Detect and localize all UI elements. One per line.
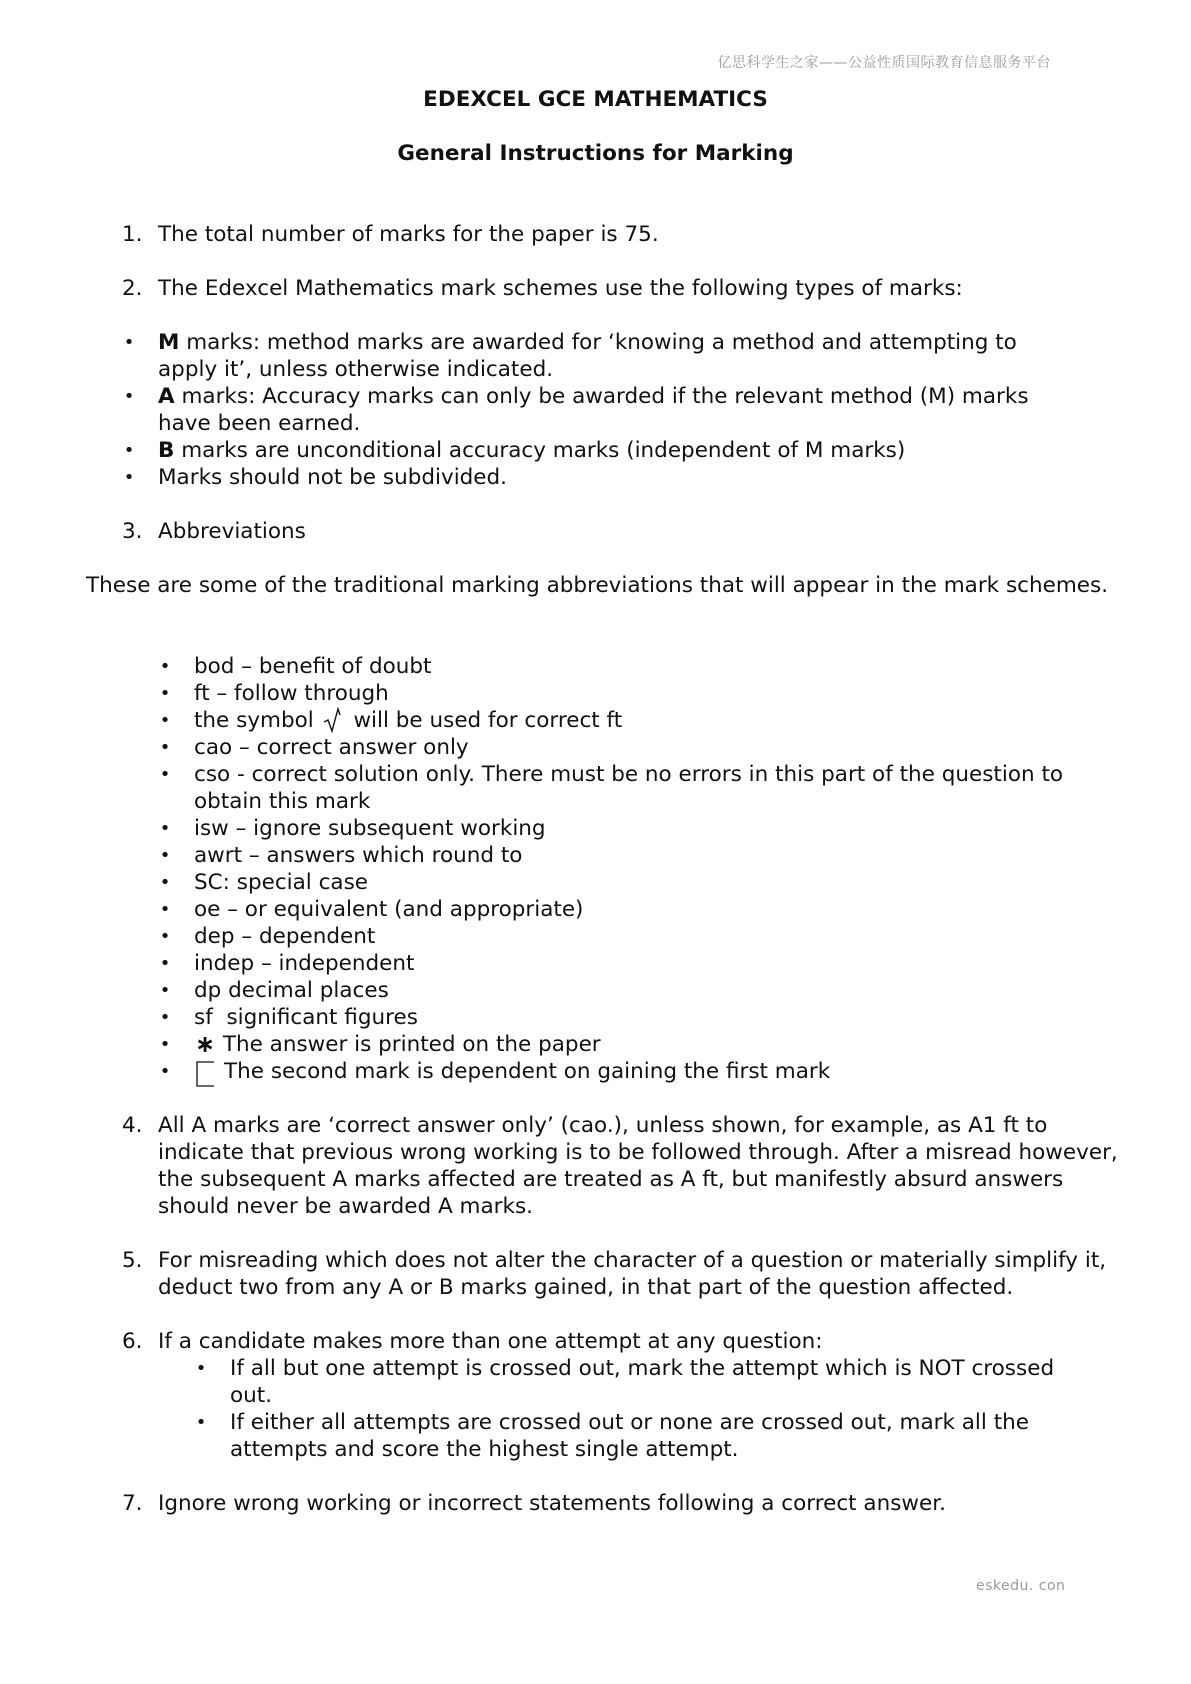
document-title: EDEXCEL GCE MATHEMATICS <box>423 87 768 112</box>
tick-root-icon <box>321 707 347 734</box>
bullet-icon: • <box>159 899 171 920</box>
bullet-icon: • <box>159 953 171 974</box>
instruction-text: Abbreviations <box>158 519 306 544</box>
instruction-text: All A marks are ‘correct answer only’ (cao.), unless shown, for example, as A1 ft to indicate that previous wrong working is to be followed through. After a misread however, the subsequent A marks affected are treated as A ft, but manifestly absurd answers should never be awarded A marks. <box>158 1113 1118 1219</box>
instruction-number: 5. <box>122 1248 143 1273</box>
bullet-icon: • <box>123 467 135 488</box>
abbreviations-intro: These are some of the traditional marking abbreviations that will appear in the mark schemes. <box>86 573 1109 598</box>
instruction-text: For misreading which does not alter the character of a question or materially simplify it, deduct two from any A or B marks gained, in that part of the question affected. <box>158 1248 1107 1300</box>
list-item: • B marks are unconditional accuracy marks (independent of M marks) <box>123 438 906 463</box>
abbreviations-list <box>158 653 1118 1085</box>
list-item: • dp decimal places <box>159 978 389 1003</box>
dependency-bracket-icon <box>194 1058 224 1085</box>
instruction-text: Ignore wrong working or incorrect statements following a correct answer. <box>158 1491 946 1516</box>
bullet-icon: • <box>159 980 171 1001</box>
list-item: • isw – ignore subsequent working <box>159 816 546 841</box>
list-item: • M marks: method marks are awarded for ‘knowing a method and attempting to apply it’, unless otherwise indicated. <box>123 330 1017 382</box>
instruction-number: 7. <box>122 1491 143 1516</box>
asterisk-icon: ∗ <box>194 1030 216 1058</box>
instruction-text: The Edexcel Mathematics mark schemes use the following types of marks: <box>158 276 963 301</box>
list-item: • cao – correct answer only <box>159 735 469 760</box>
document-subtitle: General Instructions for Marking <box>397 141 794 166</box>
instruction-text: The total number of marks for the paper is 75. <box>158 222 659 247</box>
bullet-icon: • <box>159 1034 171 1055</box>
bullet-icon: • <box>159 764 171 785</box>
bullet-icon: • <box>159 872 171 893</box>
list-item: • bod – benefit of doubt <box>159 654 432 679</box>
bullet-icon: • <box>159 818 171 839</box>
bullet-icon: • <box>159 926 171 947</box>
attempts-list <box>194 1355 1094 1463</box>
list-item: • A marks: Accuracy marks can only be awarded if the relevant method (M) marks have been earned. <box>123 384 1029 436</box>
list-item: • awrt – answers which round to <box>159 843 523 868</box>
bullet-icon: • <box>159 1007 171 1028</box>
list-item: • SC: special case <box>159 870 369 895</box>
bullet-icon: • <box>123 332 135 353</box>
list-item: • indep – independent <box>159 951 415 976</box>
instruction-number: 1. <box>122 222 143 247</box>
instruction-number: 4. <box>122 1113 143 1138</box>
watermark-bottom: eskedu. con <box>976 1578 1066 1594</box>
list-item: • If either all attempts are crossed out or none are crossed out, mark all the attempts and score the highest single attempt. <box>195 1410 1029 1462</box>
bullet-icon: • <box>123 386 135 407</box>
mark-types-list <box>122 329 1082 491</box>
bullet-icon: • <box>195 1358 207 1379</box>
list-item: • If all but one attempt is crossed out, mark the attempt which is NOT crossed out. <box>195 1356 1055 1408</box>
list-item: • dep – dependent <box>159 924 376 949</box>
instruction-number: 2. <box>122 276 143 301</box>
list-item: • the symbol will be used for correct ft <box>159 708 623 733</box>
list-item: • oe – or equivalent (and appropriate) <box>159 897 584 922</box>
bullet-icon: • <box>123 440 135 461</box>
bullet-icon: • <box>159 1061 171 1082</box>
list-item: • ft – follow through <box>159 681 389 706</box>
list-item: • sf significant figures <box>159 1005 418 1030</box>
instruction-number: 3. <box>122 519 143 544</box>
bullet-icon: • <box>159 710 171 731</box>
bullet-icon: • <box>195 1412 207 1433</box>
list-item: • ∗ The answer is printed on the paper <box>159 1030 601 1058</box>
bullet-icon: • <box>159 737 171 758</box>
bullet-icon: • <box>159 656 171 677</box>
bullet-icon: • <box>159 845 171 866</box>
list-item: • The second mark is dependent on gaining the first mark <box>159 1059 831 1084</box>
instruction-text: If a candidate makes more than one attempt at any question: <box>158 1329 823 1354</box>
watermark-top: 亿思科学生之家——公益性质国际教育信息服务平台 <box>717 55 1051 71</box>
list-item: • cso - correct solution only. There must be no errors in this part of the question to obtain this mark <box>159 762 1064 814</box>
bullet-icon: • <box>159 683 171 704</box>
list-item: • Marks should not be subdivided. <box>123 465 508 490</box>
instruction-number: 6. <box>122 1329 143 1354</box>
